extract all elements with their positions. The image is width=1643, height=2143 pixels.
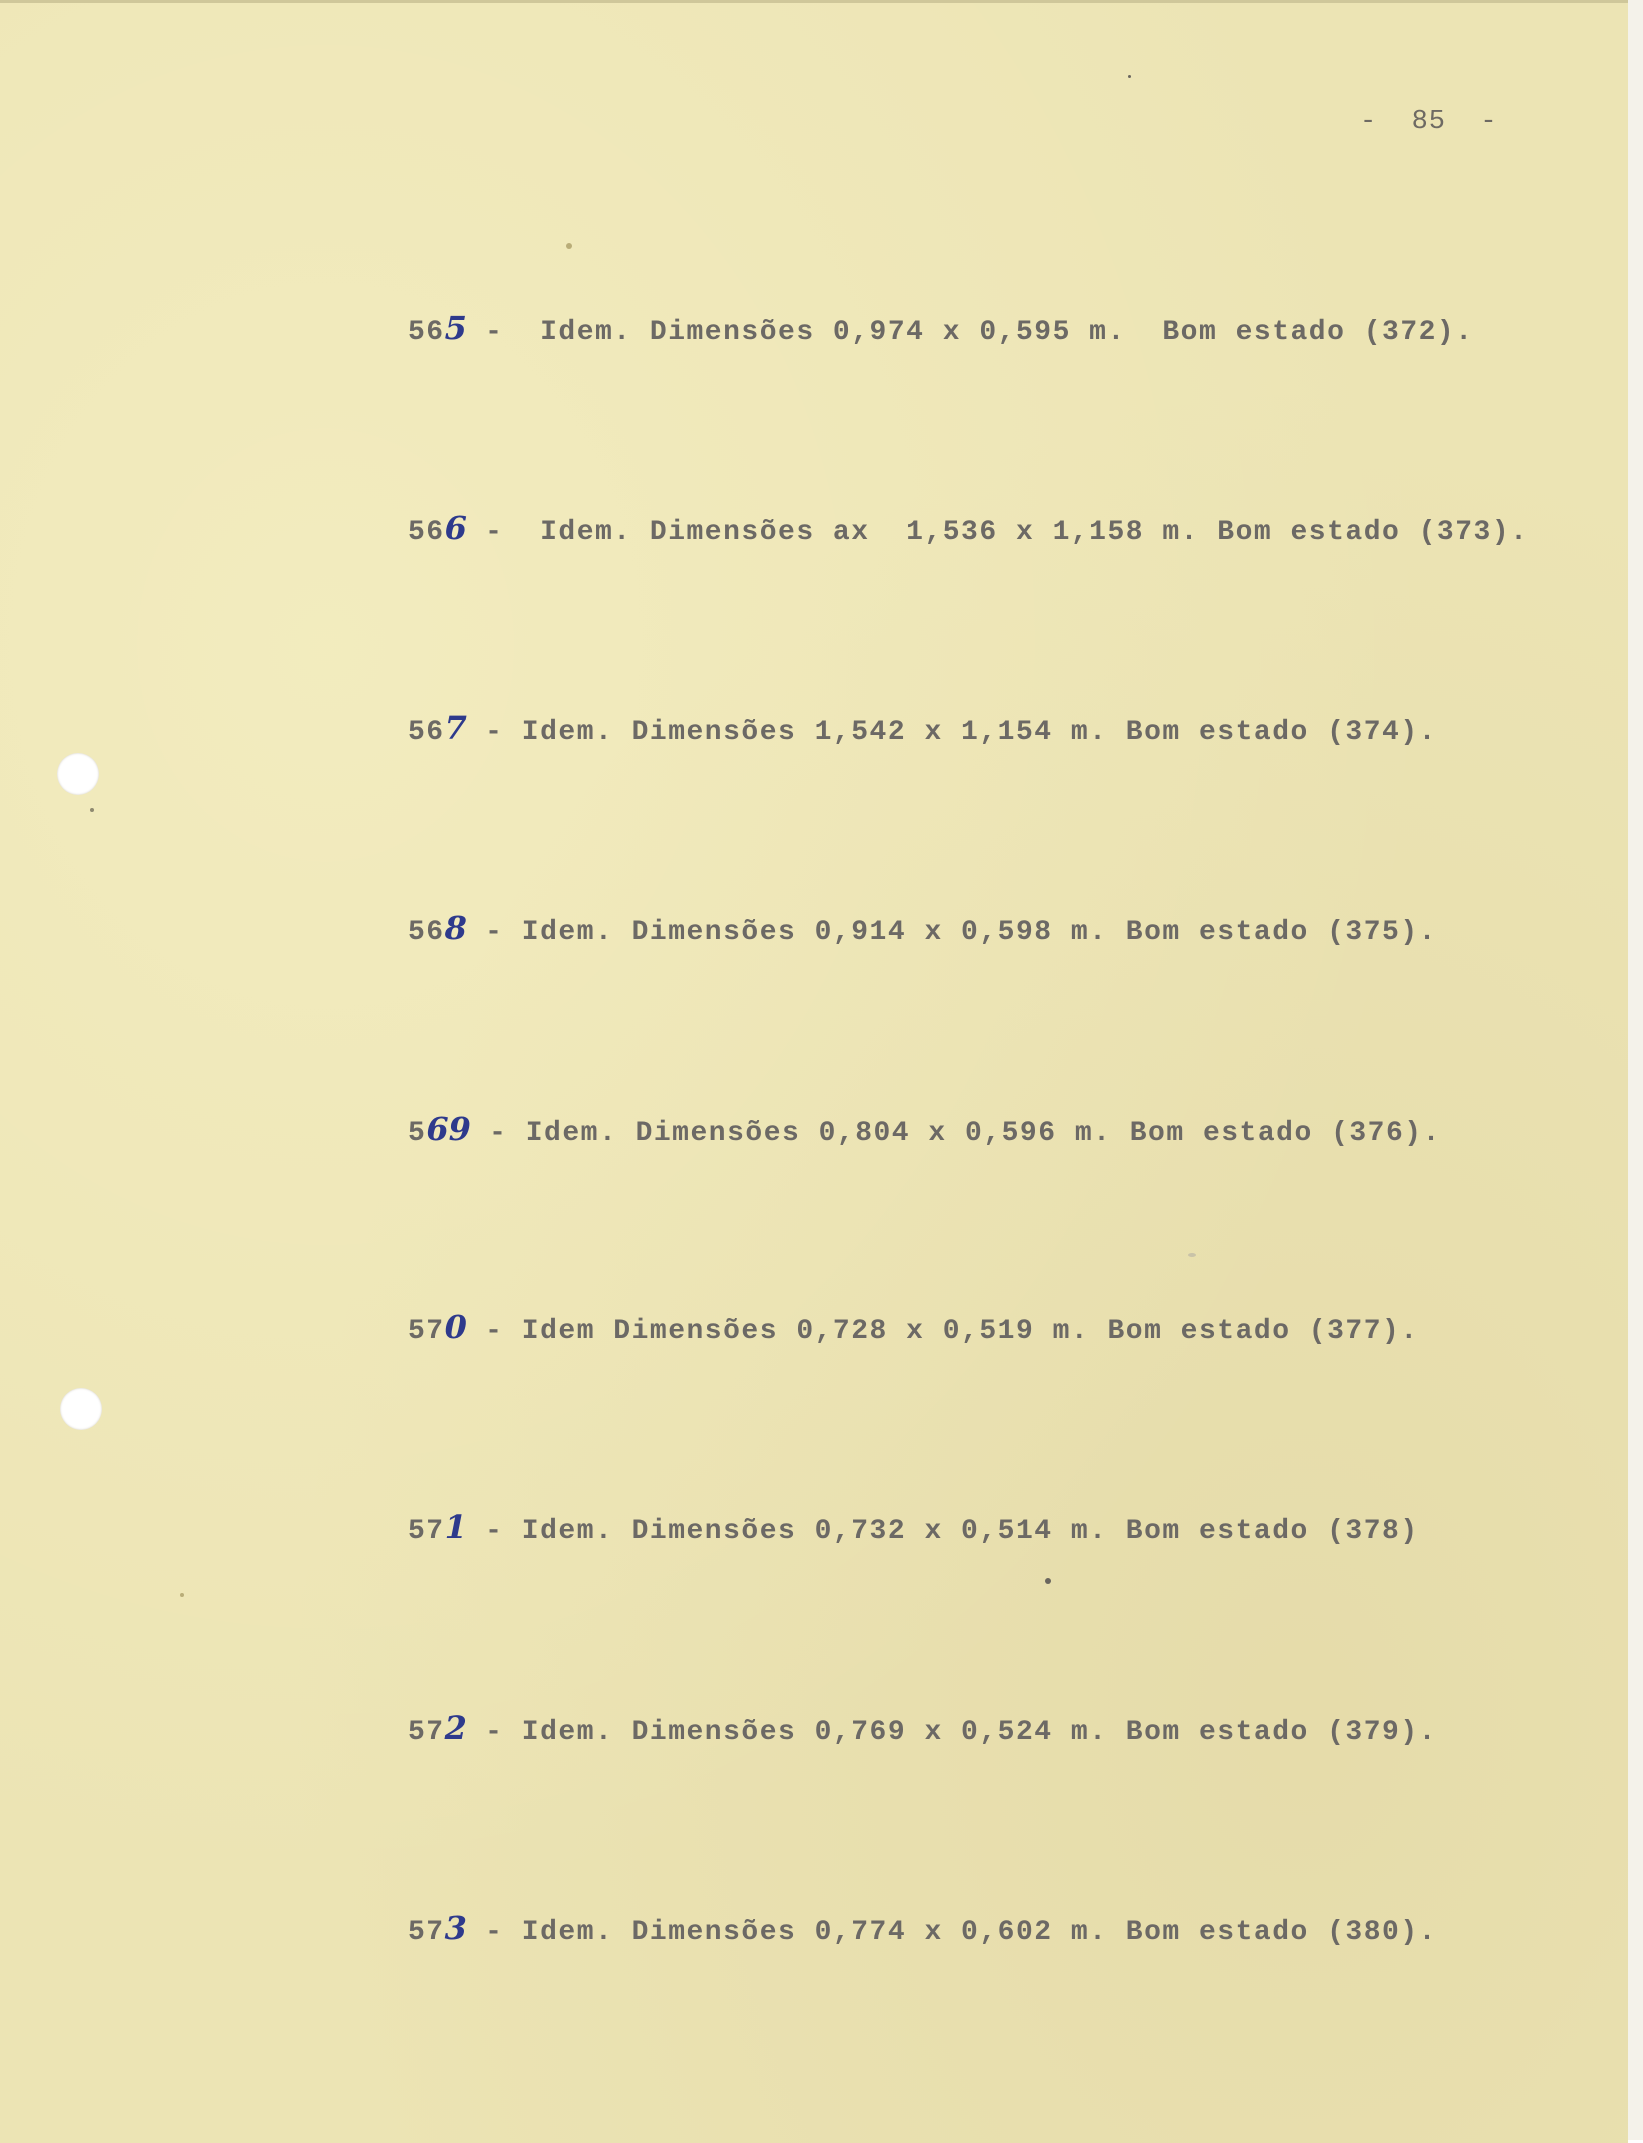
item-description: - Idem. Dimensões 0,732 x 0,514 m. Bom estado (378) [466,1516,1419,1547]
item-number: 572 [408,1709,467,1748]
handwritten-digit: 6 [444,509,467,547]
item-description: - Idem. Dimensões 0,974 x 0,595 m. Bom estado (372). [466,317,1474,348]
handwritten-digit: 5 [444,309,467,347]
item-number: 566 [408,509,467,548]
handwritten-digit: 69 [426,1110,471,1148]
item-number: 571 [408,1508,467,1547]
item-description: - Idem. Dimensões 0,774 x 0,602 m. Bom estado (380). [466,1917,1437,1948]
paper-speck [1128,75,1131,78]
handwritten-digit: 2 [444,1709,467,1747]
paper-speck [566,243,572,249]
handwritten-digit: 1 [444,1508,467,1546]
item-description: - Idem. Dimensões 0,769 x 0,524 m. Bom estado (379). [466,1717,1437,1748]
handwritten-digit: 8 [444,909,467,947]
list-item [408,1110,1441,1150]
item-number: 573 [408,1909,467,1948]
paper-speck [180,1593,184,1597]
punch-hole [60,1388,102,1430]
item-number: 569 [408,1110,471,1149]
list-item [408,909,1437,949]
handwritten-digit: 7 [444,709,467,747]
item-number: 567 [408,709,467,748]
item-description: - Idem. Dimensões 0,914 x 0,598 m. Bom estado (375). [466,917,1437,948]
list-item [408,509,1528,549]
list-item [408,709,1437,749]
paper-speck [1188,1253,1196,1257]
punch-hole [57,753,99,795]
list-item [408,1709,1437,1749]
item-number: 565 [408,309,467,348]
scan-edge [1628,0,1643,2140]
item-number: 568 [408,909,467,948]
item-description: - Idem. Dimensões 1,542 x 1,154 m. Bom estado (374). [466,717,1437,748]
list-item [408,1508,1419,1548]
list-item [408,1308,1419,1348]
item-description: - Idem. Dimensões 0,804 x 0,596 m. Bom estado (376). [470,1118,1441,1149]
item-description: - Idem Dimensões 0,728 x 0,519 m. Bom estado (377). [466,1316,1419,1347]
handwritten-digit: 3 [444,1909,467,1947]
list-item [408,1909,1437,1949]
item-number: 570 [408,1308,467,1347]
paper-speck [90,808,94,812]
list-item [408,309,1474,349]
item-description: - Idem. Dimensões ax 1,536 x 1,158 m. Bom estado (373). [466,517,1529,548]
page-number: - 85 - [1360,107,1498,137]
handwritten-digit: 0 [444,1308,467,1346]
paper-speck [1045,1578,1051,1584]
